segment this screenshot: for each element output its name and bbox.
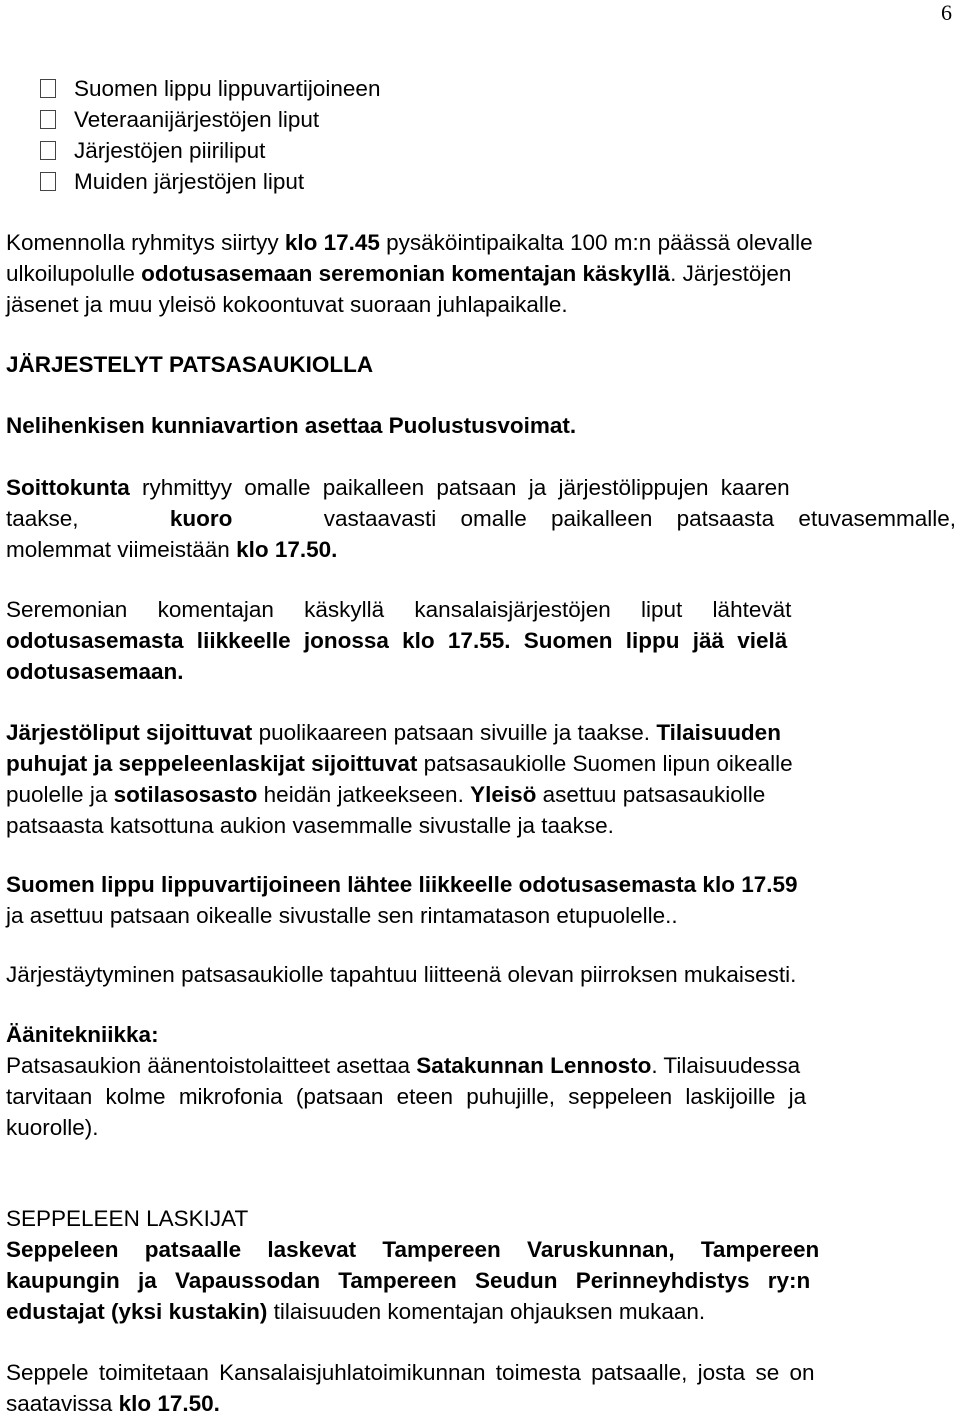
bullet-box-icon <box>40 110 56 129</box>
list-item: Suomen lippu lippuvartijoineen <box>40 74 956 104</box>
honor-guard-text: Nelihenkisen kunniavartion asettaa Puolustusvoimat. <box>6 413 577 438</box>
list-item: Järjestöjen piiriliput <box>40 136 956 166</box>
section-heading: Äänitekniikka: <box>6 1022 159 1047</box>
bullet-box-icon <box>40 79 56 98</box>
list-item: Muiden järjestöjen liput <box>40 167 956 197</box>
section-heading: JÄRJESTELYT PATSASAUKIOLLA <box>6 352 374 377</box>
bullet-box-icon <box>40 141 56 160</box>
bullet-box-icon <box>40 172 56 191</box>
paragraph-arrangement: Järjestäytyminen patsasaukiolle tapahtuu liitteenä olevan piirroksen mukaisesti. <box>6 962 797 987</box>
section-heading: SEPPELEEN LASKIJAT <box>6 1206 249 1231</box>
page-number: 6 <box>941 0 952 25</box>
list-item: Veteraanijärjestöjen liput <box>40 105 956 135</box>
